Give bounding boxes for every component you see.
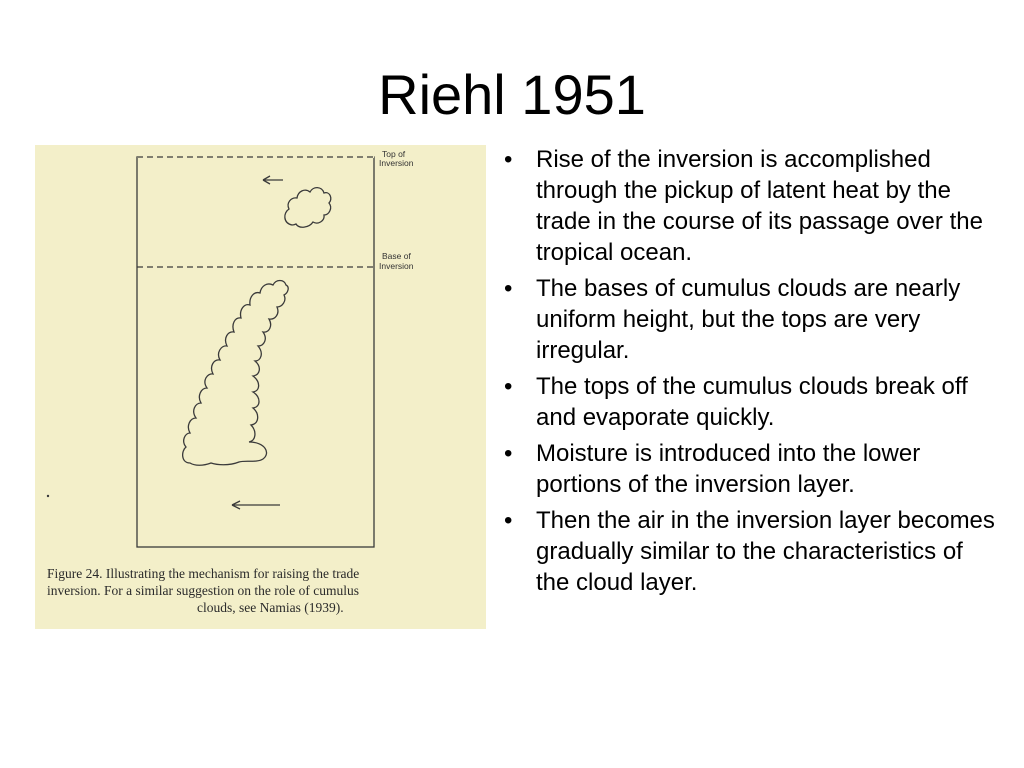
- upper-wind-arrow: [263, 176, 283, 184]
- figure-24: [35, 145, 486, 629]
- bullet-text: Then the air in the inversion layer becomes gradually similar to the characteristics of the cloud layer.: [536, 507, 995, 596]
- label-base-line2: Inversion: [379, 261, 414, 271]
- bullet-list: [500, 144, 1000, 603]
- bullet-item: [500, 144, 1000, 268]
- bullet-dot: •: [504, 440, 513, 467]
- bullet-text: Moisture is introduced into the lower portions of the inversion layer.: [536, 440, 921, 498]
- diagram-frame: [137, 157, 374, 547]
- inversion-diagram: [35, 145, 486, 629]
- figure-caption: [35, 565, 486, 616]
- bullet-dot: •: [504, 507, 513, 534]
- slide-title: Riehl 1951: [378, 63, 646, 126]
- bullet-dot: •: [504, 146, 513, 173]
- bullet-dot: •: [504, 275, 513, 302]
- bullet-item: [500, 273, 1000, 366]
- lower-wind-arrow: [232, 501, 280, 509]
- bullet-dot: •: [504, 373, 513, 400]
- bullet-text: Rise of the inversion is accomplished through the pickup of latent heat by the trade in the course of its passage over the tropical ocean.: [536, 146, 983, 266]
- label-top-line1: Top of: [382, 149, 406, 159]
- cumulus-cloud: [183, 281, 289, 466]
- bullet-item: [500, 371, 1000, 433]
- caption-line-3: clouds, see Namias (1939).: [197, 600, 344, 615]
- label-base-line1: Base of: [382, 251, 411, 261]
- bullet-item: [500, 505, 1000, 598]
- caption-line-1: Figure 24. Illustrating the mechanism for raising the trade: [47, 566, 360, 581]
- caption-line-2: inversion. For a similar suggestion on the role of cumulus: [47, 583, 359, 598]
- scan-speck: [47, 495, 49, 497]
- evaporating-cloud-top: [285, 188, 331, 228]
- bullet-text: The bases of cumulus clouds are nearly uniform height, but the tops are very irregular.: [536, 275, 961, 364]
- label-top-line2: Inversion: [379, 158, 414, 168]
- bullet-item: [500, 438, 1000, 500]
- bullet-text: The tops of the cumulus clouds break off and evaporate quickly.: [536, 373, 968, 431]
